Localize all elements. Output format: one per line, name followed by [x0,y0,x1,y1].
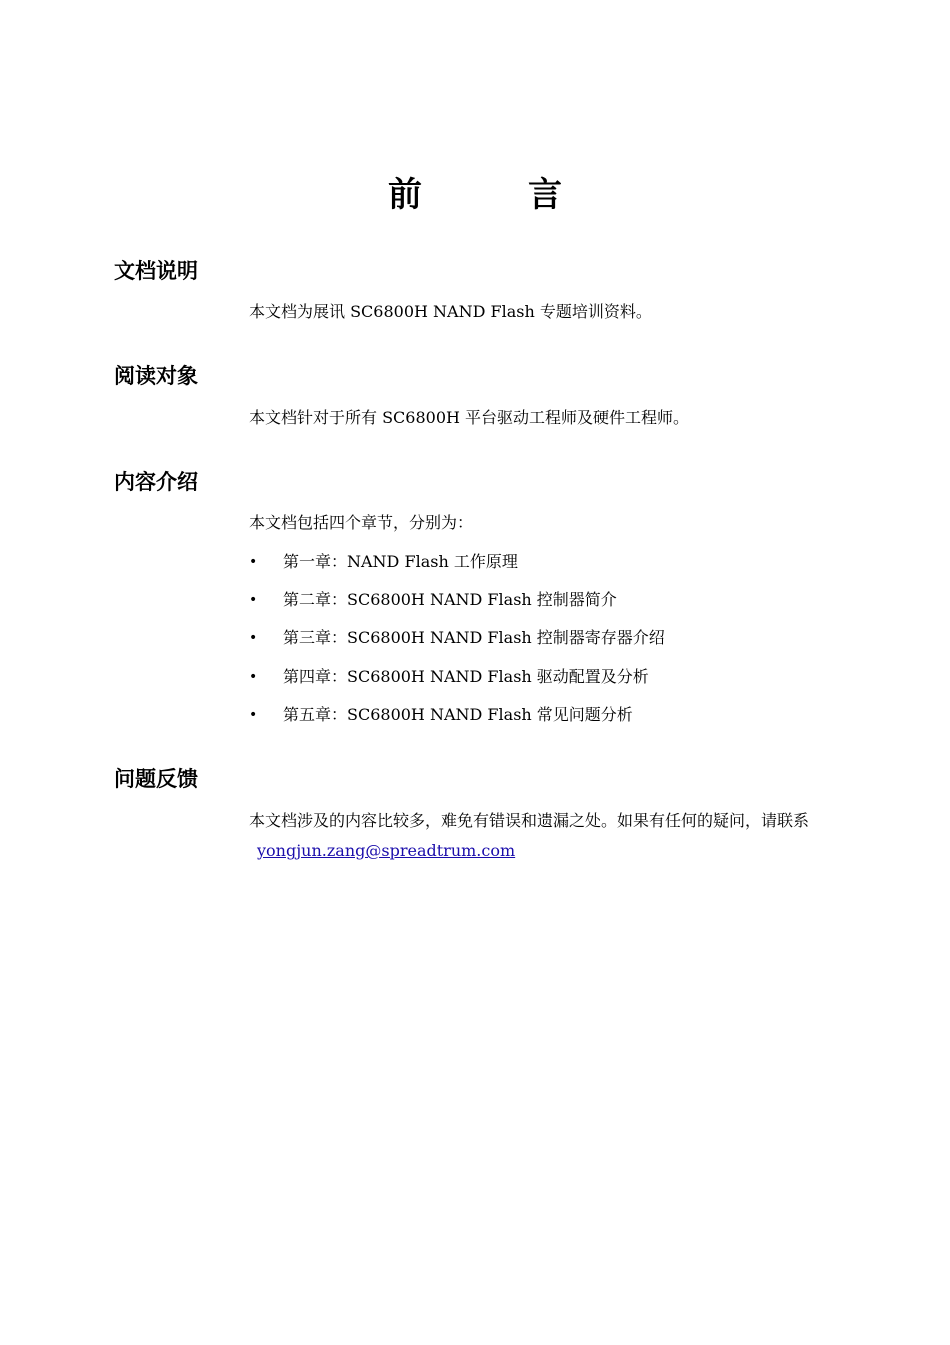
section-heading-feedback: 问题反馈 [114,767,198,791]
bullet-icon: • [249,554,258,570]
page-title: 前 言 [388,175,598,215]
contents-intro-text: 本文档包括四个章节，分别为： [249,513,474,532]
chapter-list-item-text: 第一章：NAND Flash 工作原理 [283,552,518,571]
bullet-icon: • [249,592,258,608]
chapter-list-item-text: 第二章：SC6800H NAND Flash 控制器简介 [283,590,617,609]
bullet-icon: • [249,630,258,646]
section-heading-contents: 内容介绍 [114,470,198,494]
chapter-list-item-text: 第三章：SC6800H NAND Flash 控制器寄存器介绍 [283,628,665,647]
chapter-list-item-text: 第五章：SC6800H NAND Flash 常见问题分析 [283,705,633,724]
document-description-text: 本文档为展讯 SC6800H NAND Flash 专题培训资料。 [249,302,652,321]
section-heading-document-description: 文档说明 [114,259,198,283]
feedback-text: 本文档涉及的内容比较多，难免有错误和遗漏之处。如果有任何的疑问，请联系 [249,811,810,830]
bullet-icon: • [249,669,258,685]
section-heading-audience: 阅读对象 [114,364,198,388]
chapter-list-item-text: 第四章：SC6800H NAND Flash 驱动配置及分析 [283,667,649,686]
audience-text: 本文档针对于所有 SC6800H 平台驱动工程师及硬件工程师。 [249,408,690,427]
feedback-email-link[interactable]: yongjun.zang@spreadtrum.com [257,841,516,860]
bullet-icon: • [249,707,258,723]
